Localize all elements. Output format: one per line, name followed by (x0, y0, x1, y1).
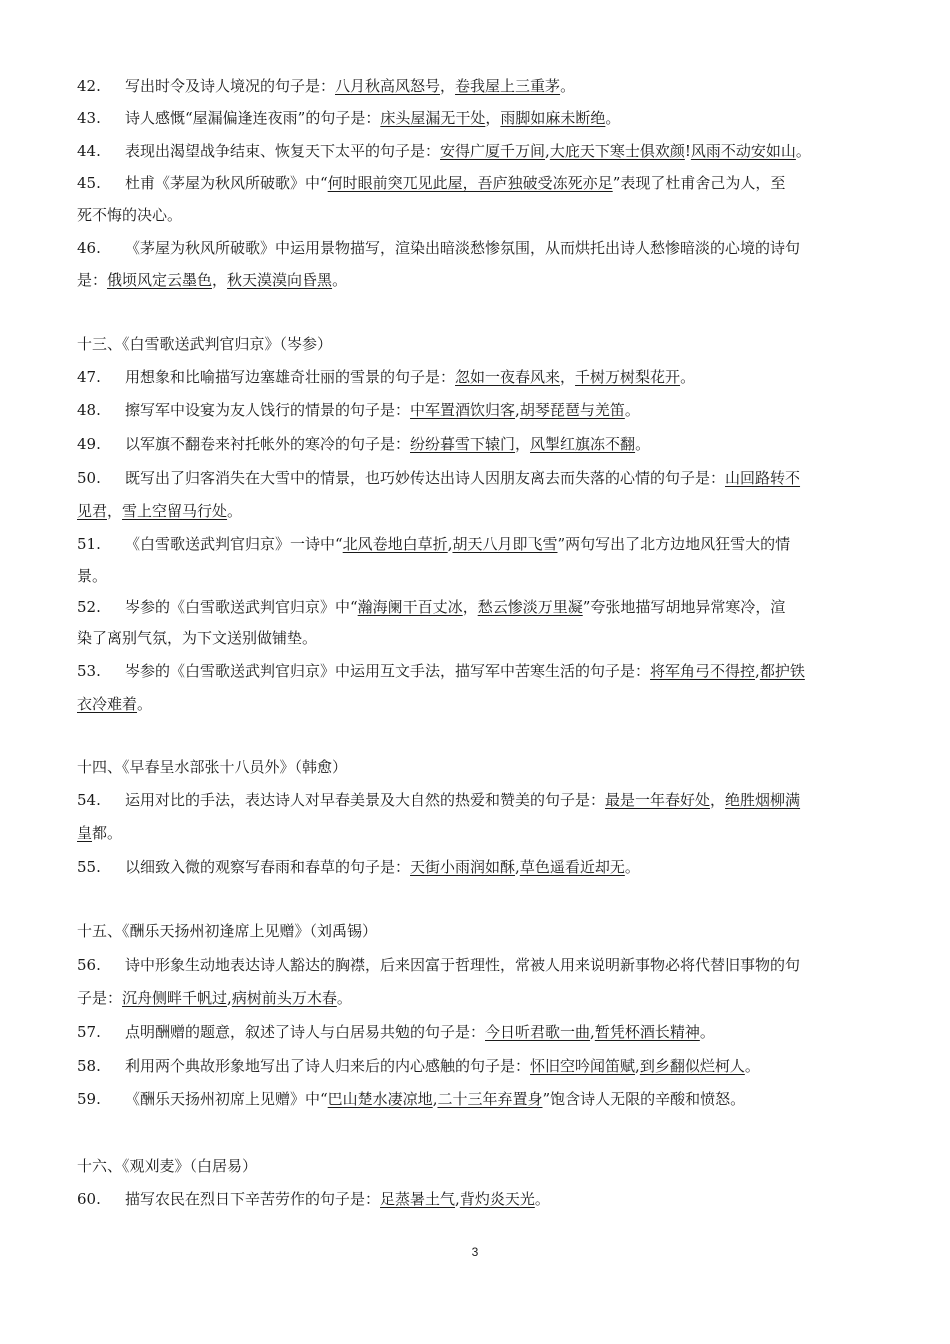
underlined-answer: 怀旧空吟闻笛赋 (530, 1057, 636, 1075)
item-number: 51. (77, 535, 101, 553)
underlined-answer: 风掣红旗冻不翻 (530, 435, 636, 453)
line-text: , (545, 142, 550, 160)
underlined-answer: 胡天八月即飞雪 (452, 535, 558, 553)
underlined-answer: 何时眼前突兀见此屋，吾庐独破受冻死亦足 (327, 174, 613, 192)
section-heading (77, 1156, 905, 1176)
text-line (77, 694, 905, 714)
line-text: ， (515, 435, 531, 453)
text-line (77, 173, 905, 193)
line-text: , (447, 535, 453, 553)
underlined-answer: 千树万树梨花开 (575, 368, 681, 386)
line-text: ”饱含诗人无限的辛酸和愤怒。 (542, 1090, 746, 1108)
line-text: 《茅屋为秋风所破歌》中运用景物描写，渲染出暗淡愁惨氛围，从而烘托出诗人愁惨暗淡的心境的诗句 (125, 239, 801, 257)
line-text: ， (212, 271, 228, 289)
line-text: 十三、《白雪歌送武判官归京》（岑参） (77, 335, 333, 353)
line-text: 。 (635, 435, 651, 453)
item-number: 53. (77, 662, 101, 680)
text-line (77, 823, 905, 843)
text-line (77, 434, 905, 454)
underlined-answer: 风雨不动安如山 (690, 142, 796, 160)
underlined-answer: 床头屋漏无干处 (380, 109, 486, 127)
item-number: 55. (77, 858, 101, 876)
line-text: 利用两个典故形象地写出了诗人归来后的内心感触的句子是： (125, 1057, 531, 1075)
line-text: ， (462, 598, 478, 616)
line-text: , (515, 858, 520, 876)
line-text: 以军旗不翻卷来衬托帐外的寒冷的句子是： (125, 435, 411, 453)
line-text: 岑参的《白雪歌送武判官归京》中“ (125, 598, 358, 616)
line-text: 。 (137, 695, 153, 713)
underlined-answer: 安得广厦千万间 (440, 142, 546, 160)
underlined-answer: 衣冷难着 (77, 695, 138, 713)
line-text: 。 (680, 368, 696, 386)
item-number: 47. (77, 368, 101, 386)
line-text: , (755, 662, 760, 680)
text-line (77, 534, 905, 554)
text-line (77, 501, 905, 521)
underlined-answer: 最是一年春好处 (605, 791, 711, 809)
line-text: ， (440, 77, 456, 95)
line-text: 景。 (77, 567, 108, 585)
line-text: 以细致入微的观察写春雨和春草的句子是： (125, 858, 411, 876)
line-text: 染了离别气氛，为下文送别做铺垫。 (77, 629, 318, 647)
line-text: 用想象和比喻描写边塞雄奇壮丽的雪景的句子是： (125, 368, 456, 386)
underlined-answer: 八月秋高风怒号 (335, 77, 441, 95)
line-text: 写出时令及诗人境况的句子是： (125, 77, 336, 95)
line-text: 。 (332, 271, 348, 289)
underlined-answer: 雨脚如麻未断绝 (500, 109, 606, 127)
underlined-answer: 皇 (77, 824, 93, 842)
section-heading (77, 757, 905, 777)
line-text: 描写农民在烈日下辛苦劳作的句子是： (125, 1190, 381, 1208)
line-text: 。 (744, 1057, 760, 1075)
line-text: 点明酬赠的题意，叙述了诗人与白居易共勉的句子是： (125, 1023, 486, 1041)
line-text: ， (485, 109, 501, 127)
line-text: 诗人感慨“屋漏偏逢连夜雨”的句子是： (125, 109, 381, 127)
underlined-answer: 雪上空留马行处 (122, 502, 228, 520)
text-line (77, 1056, 905, 1076)
section-heading (77, 334, 905, 354)
line-text: 。 (699, 1023, 715, 1041)
text-line (77, 988, 905, 1008)
line-text: 诗中形象生动地表达诗人豁达的胸襟，后来因富于哲理性，常被人用来说明新事物必将代替旧事物的句 (125, 956, 801, 974)
line-text: ， (710, 791, 726, 809)
item-number: 58. (77, 1057, 101, 1075)
line-text: , (635, 1057, 640, 1075)
line-text: 岑参的《白雪歌送武判官归京》中运用互文手法，描写军中苦寒生活的句子是： (125, 662, 651, 680)
text-line (77, 1189, 905, 1209)
item-number: 43. (77, 109, 101, 127)
underlined-answer: 病树前头万木春 (231, 989, 337, 1007)
line-text: 十五、《酬乐天扬州初逢席上见赠》（刘禹锡） (77, 922, 378, 940)
line-text: 。 (560, 77, 576, 95)
item-number: 49. (77, 435, 101, 453)
text-line (77, 76, 905, 96)
text-line (77, 367, 905, 387)
item-number: 60. (77, 1190, 101, 1208)
text-line (77, 400, 905, 420)
text-line (77, 205, 905, 225)
text-line (77, 661, 905, 681)
line-text: 是： (77, 271, 108, 289)
line-text: 。 (336, 989, 352, 1007)
line-text: 。 (624, 858, 640, 876)
underlined-answer: 暂凭杯酒长精神 (594, 1023, 700, 1041)
text-line (77, 955, 905, 975)
underlined-answer: 见君 (77, 502, 108, 520)
text-line (77, 597, 905, 617)
underlined-answer: 背灼炎天光 (459, 1190, 535, 1208)
underlined-answer: 将军角弓不得控 (650, 662, 756, 680)
line-text: 擦写军中设宴为友人饯行的情景的句子是： (125, 401, 411, 419)
text-line (77, 270, 905, 290)
underlined-answer: 沉舟侧畔千帆过 (122, 989, 228, 1007)
underlined-answer: 北风卷地白草折 (342, 535, 448, 553)
underlined-answer: 俄顷风定云墨色 (107, 271, 213, 289)
line-text: 子是： (77, 989, 123, 1007)
text-line (77, 628, 905, 648)
item-number: 46. (77, 239, 101, 257)
item-number: 57. (77, 1023, 101, 1041)
line-text: 十四、《早春呈水部张十八员外》（韩愈） (77, 758, 348, 776)
underlined-answer: 愁云惨淡万里凝 (477, 598, 583, 616)
item-number: 52. (77, 598, 101, 616)
line-text: 表现出渴望战争结束、恢复天下太平的句子是： (125, 142, 441, 160)
line-text: 《白雪歌送武判官归京》一诗中“ (125, 535, 343, 553)
item-number: 48. (77, 401, 101, 419)
text-line (77, 790, 905, 810)
line-text: ”表现了杜甫舍己为人，至 (612, 174, 786, 192)
line-text: , (515, 401, 520, 419)
line-text: 。 (227, 502, 243, 520)
underlined-answer: 纷纷暮雪下辕门 (410, 435, 516, 453)
text-line (77, 238, 905, 258)
underlined-answer: 二十三年弃置身 (437, 1090, 543, 1108)
underlined-answer: 草色遥看近却无 (519, 858, 625, 876)
underlined-answer: 都护铁 (759, 662, 805, 680)
underlined-answer: 足蒸暑土气 (380, 1190, 456, 1208)
line-text: 十六、《观刈麦》（白居易） (77, 1157, 258, 1175)
text-line (77, 566, 905, 586)
text-line (77, 1022, 905, 1042)
text-line (77, 141, 905, 161)
line-text: , (432, 1090, 438, 1108)
underlined-answer: 巴山楚水凄凉地 (327, 1090, 433, 1108)
line-text: 既写出了归客消失在大雪中的情景，也巧妙传达出诗人因朋友离去而失落的心情的句子是： (125, 469, 726, 487)
item-number: 54. (77, 791, 101, 809)
line-text: 。 (624, 401, 640, 419)
underlined-answer: 天街小雨润如酥 (410, 858, 516, 876)
text-line (77, 1089, 905, 1109)
line-text: ， (107, 502, 123, 520)
item-number: 44. (77, 142, 101, 160)
line-text: 杜甫《茅屋为秋风所破歌》中“ (125, 174, 328, 192)
line-text: 。 (605, 109, 621, 127)
item-number: 50. (77, 469, 101, 487)
line-text: 运用对比的手法，表达诗人对早春美景及大自然的热爱和赞美的句子是： (125, 791, 606, 809)
line-text: 《酬乐天扬州初席上见赠》中“ (125, 1090, 328, 1108)
underlined-answer: 绝胜烟柳满 (725, 791, 801, 809)
line-text: ， (560, 368, 576, 386)
item-number: 42. (77, 77, 101, 95)
item-number: 56. (77, 956, 101, 974)
text-line (77, 108, 905, 128)
line-text: 都。 (92, 824, 123, 842)
item-number: 59. (77, 1090, 101, 1108)
underlined-answer: 秋天漠漠向昏黑 (227, 271, 333, 289)
underlined-answer: 瀚海阑干百丈冰 (357, 598, 463, 616)
line-text: ! (684, 142, 691, 160)
line-text: , (227, 989, 232, 1007)
underlined-answer: 今日听君歌一曲 (485, 1023, 591, 1041)
underlined-answer: 大庇天下寒士俱欢颜 (549, 142, 685, 160)
line-text: ”夸张地描写胡地异常寒冷，渲 (582, 598, 786, 616)
line-text: 。 (534, 1190, 550, 1208)
line-text: , (590, 1023, 595, 1041)
underlined-answer: 中军置酒饮归客 (410, 401, 516, 419)
line-text: ”两句写出了北方边地风狂雪大的情 (557, 535, 791, 553)
item-number: 45. (77, 174, 101, 192)
underlined-answer: 山回路转不 (725, 469, 801, 487)
page-number: 3 (471, 1245, 479, 1259)
text-line (77, 468, 905, 488)
text-line (77, 857, 905, 877)
line-text: , (455, 1190, 460, 1208)
section-heading (77, 921, 905, 941)
underlined-answer: 胡琴琵琶与羌笛 (519, 401, 625, 419)
line-text: 。 (795, 142, 811, 160)
underlined-answer: 忽如一夜春风来 (455, 368, 561, 386)
line-text: 死不悔的决心。 (77, 206, 183, 224)
underlined-answer: 到乡翻似烂柯人 (639, 1057, 745, 1075)
underlined-answer: 卷我屋上三重茅 (455, 77, 561, 95)
